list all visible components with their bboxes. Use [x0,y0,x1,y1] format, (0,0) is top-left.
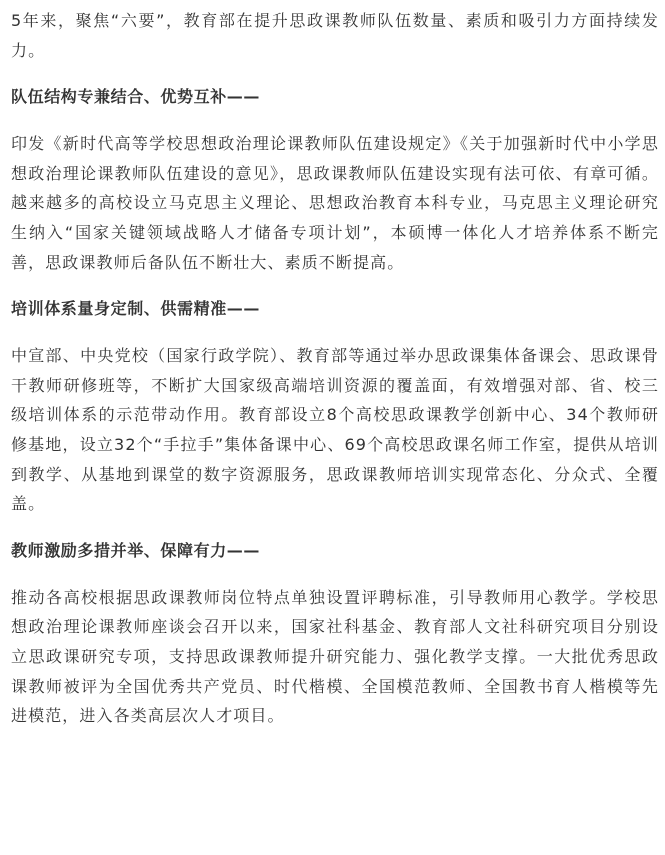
section-heading-team-structure: 队伍结构专兼结合、优势互补—— [11,87,261,107]
section-heading-teacher-incentives: 教师激励多措并举、保障有力—— [11,540,261,560]
intro-paragraph: 5年来，聚焦“六要”，教育部在提升思政课教师队伍数量、素质和吸引力方面持续发力。 [11,11,659,60]
section-paragraph-training-system: 中宣部、中央党校（国家行政学院）、教育部等通过举办思政课集体备课会、思政课骨干教师研修班等，不断扩大国家级高端培训资源的覆盖面，有效增强对部、省、校三级培训体系的示范带动作用。教育部设立8个高校思政课教学创新中心、34个教师研修基地，设立32个“手拉手”集体备课中心、69个高校思政课名师工作室，提供从培训到教学、从基地到课堂的数字资源服务，思政课教师培训实现常态化、分众式、全覆盖。 [11,346,659,514]
section-paragraph-teacher-incentives: 推动各高校根据思政课教师岗位特点单独设置评聘标准，引导教师用心教学。学校思想政治理论课教师座谈会召开以来，国家社科基金、教育部人文社科研究项目分别设立思政课研究专项，支持思政课教师提升研究能力、强化教学支撑。一大批优秀思政课教师被评为全国优秀共产党员、时代楷模、全国模范教师、全国教书育人楷模等先进模范，进入各类高层次人才项目。 [11,587,659,726]
section-paragraph-team-structure: 印发《新时代高等学校思想政治理论课教师队伍建设规定》《关于加强新时代中小学思想政治理论课教师队伍建设的意见》，思政课教师队伍建设实现有法可依、有章可循。越来越多的高校设立马克思主义理论、思想政治教育本科专业，马克思主义理论研究生纳入“国家关键领域战略人才储备专项计划”，本硕博一体化人才培养体系不断完善，思政课教师后备队伍不断壮大、素质不断提高。 [11,134,659,272]
section-heading-training-system: 培训体系量身定制、供需精准—— [11,299,261,319]
